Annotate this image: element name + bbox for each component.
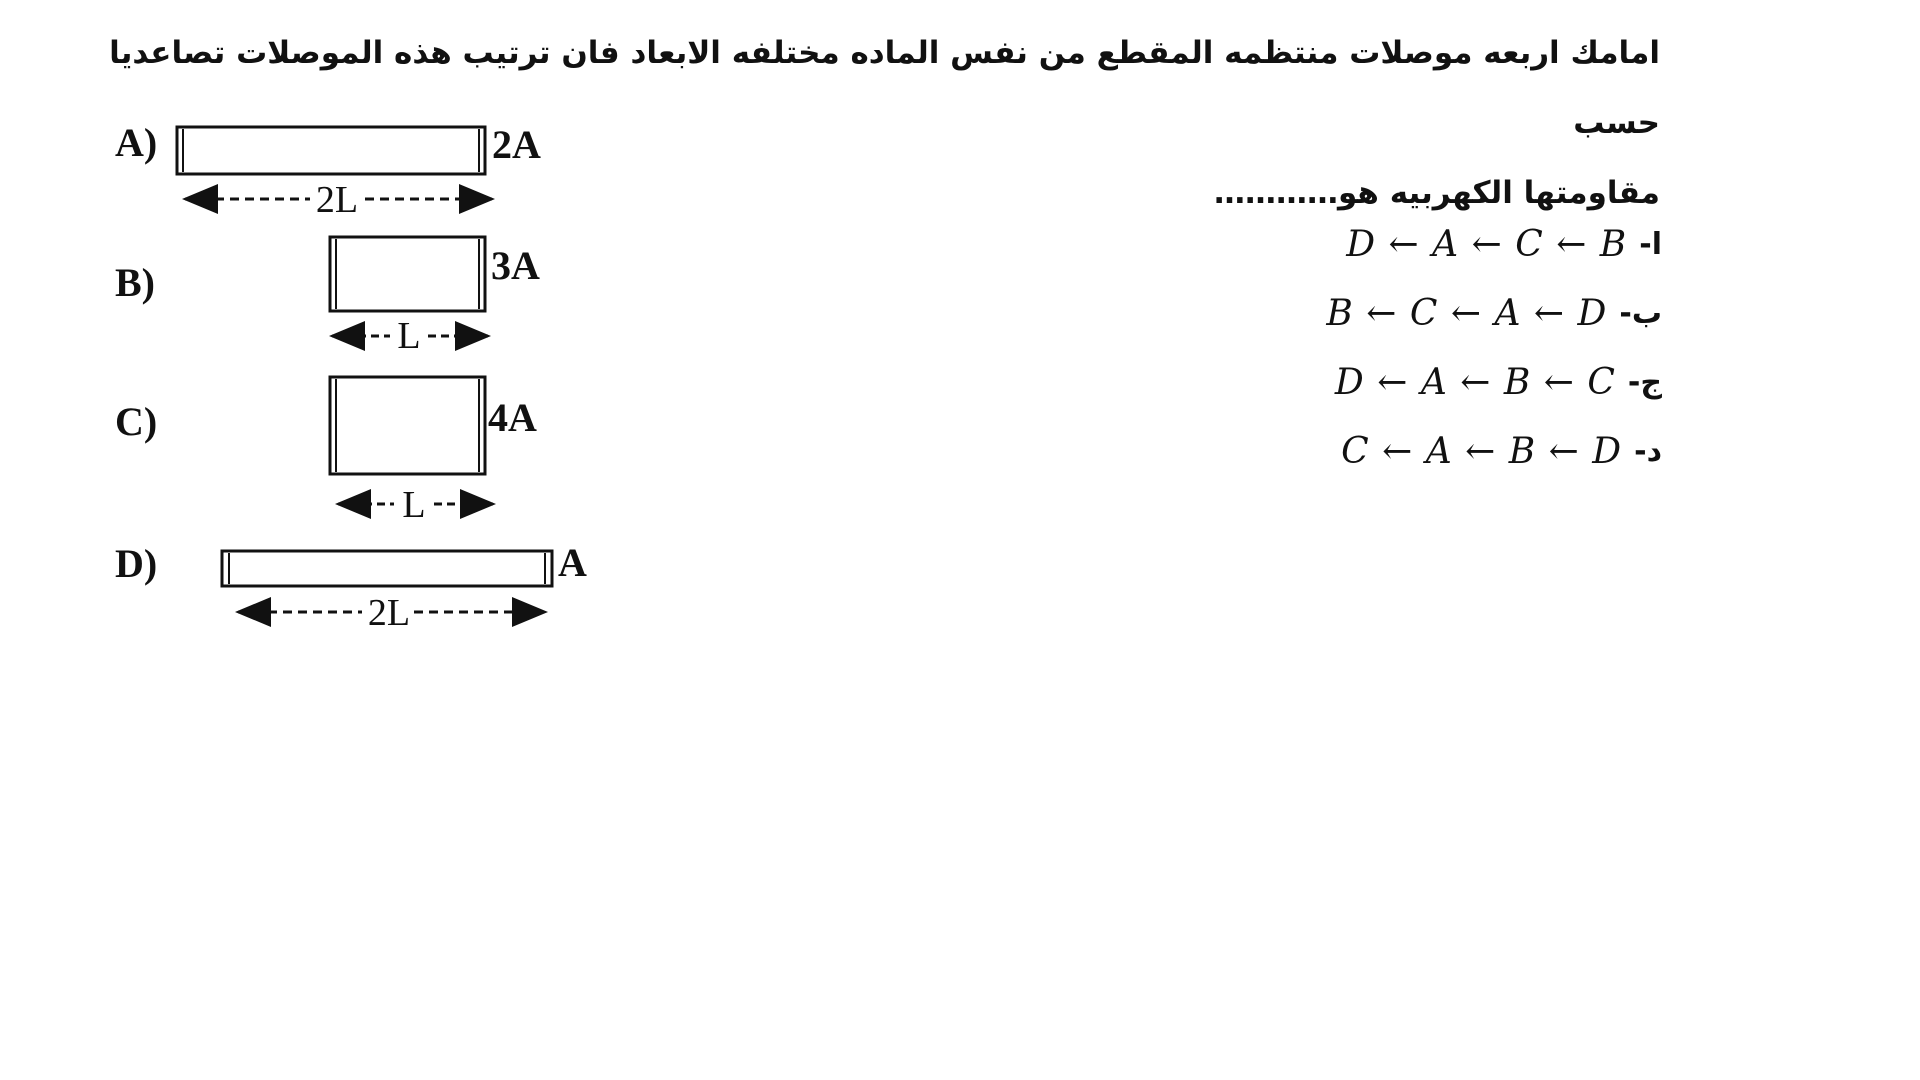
answer-choices (1326, 210, 1662, 486)
conductor-c-body (330, 377, 485, 474)
choice-letter: ج- (1627, 365, 1662, 400)
conductor-a (115, 120, 541, 221)
conductor-b (115, 237, 540, 357)
conductor-d-label: D) (115, 541, 158, 586)
choice-letter: د- (1634, 434, 1662, 469)
conductors-figure (100, 110, 620, 640)
conductor-c-length: L (402, 484, 426, 526)
conductor-c (115, 377, 537, 526)
choice-sequence: B ← C ← A ← D (1326, 293, 1608, 334)
choice-sequence: D ← A ← C ← B (1346, 224, 1628, 265)
choice-letter: ا- (1639, 227, 1662, 262)
choice-sequence: D ← A ← B ← C (1334, 362, 1616, 403)
conductor-d-area: A (558, 540, 587, 585)
conductor-b-area: 3A (491, 243, 540, 288)
choice-d[interactable] (1326, 417, 1662, 486)
question-line-1: امامك اربعه موصلات منتظمه المقطع من نفس الماده مختلفه الابعاد فان ترتيب هذه الموصلات تصاعديا حسب (109, 35, 1660, 141)
conductor-d (115, 540, 587, 634)
conductor-b-label: B) (115, 260, 155, 305)
conductor-d-length: 2L (367, 592, 411, 634)
choice-c[interactable] (1326, 348, 1662, 417)
question-line-2: مقاومتها الكهربيه هو………… (1213, 175, 1660, 211)
conductor-c-label: C) (115, 399, 158, 444)
choice-sequence: C ← A ← B ← D (1341, 431, 1623, 472)
conductor-a-label: A) (115, 120, 158, 165)
conductors-diagram (100, 110, 620, 640)
conductor-d-body (222, 551, 552, 586)
choice-letter: ب- (1619, 296, 1662, 331)
conductor-a-area: 2A (492, 122, 541, 167)
choice-b[interactable] (1326, 279, 1662, 348)
conductor-c-area: 4A (488, 395, 537, 440)
conductor-b-length: L (397, 315, 421, 357)
choice-a[interactable] (1326, 210, 1662, 279)
conductor-a-length: 2L (315, 179, 359, 221)
conductor-b-body (330, 237, 485, 311)
conductor-a-body (177, 127, 485, 174)
